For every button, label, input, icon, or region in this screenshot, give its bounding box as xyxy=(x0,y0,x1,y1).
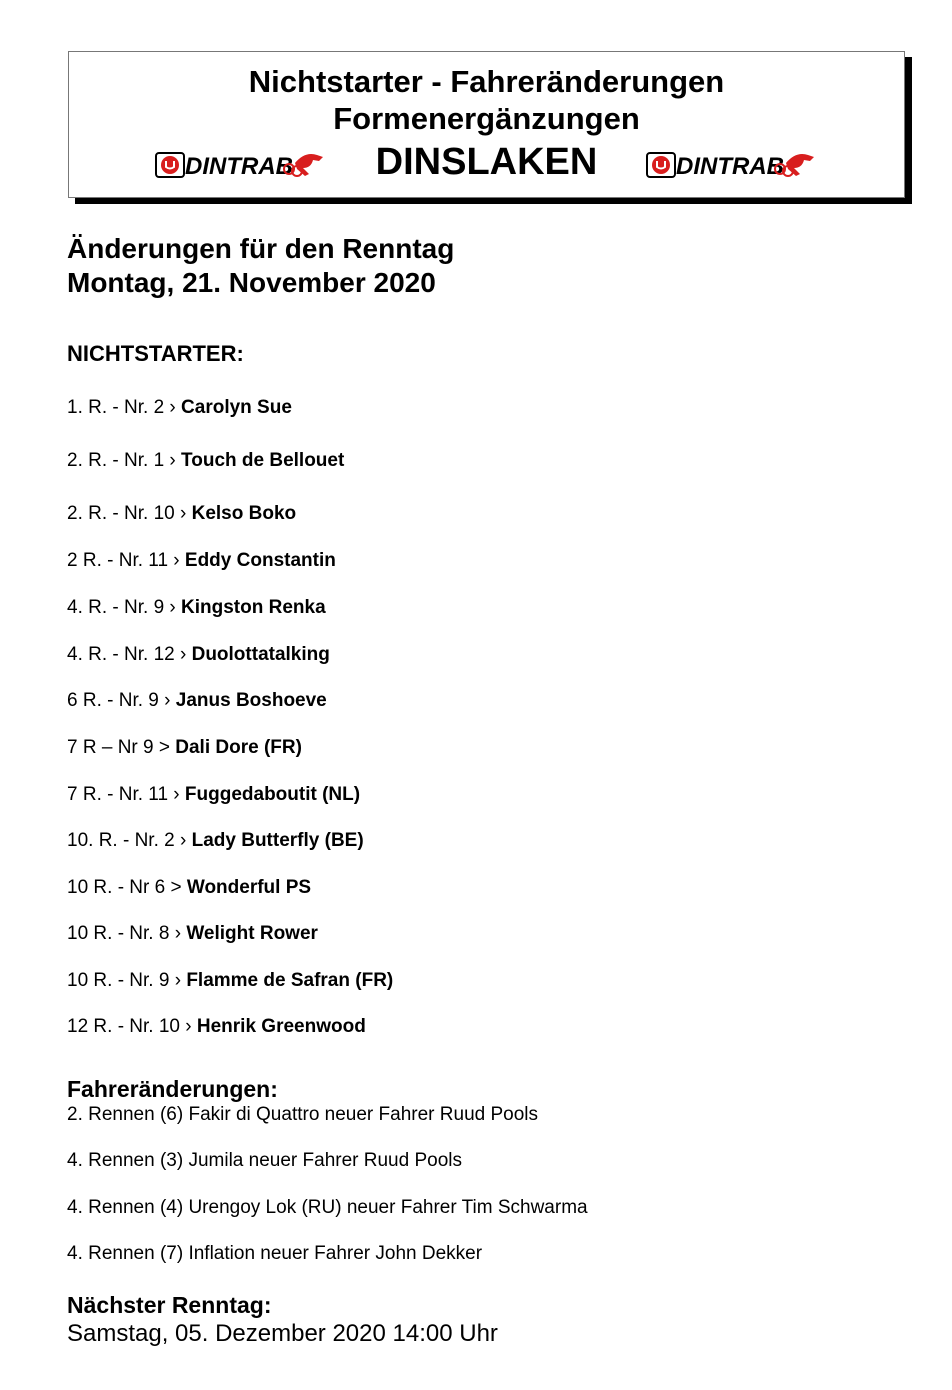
svg-text:DINTRAB: DINTRAB xyxy=(185,153,293,180)
next-race-heading: Nächster Renntag: xyxy=(67,1292,272,1318)
changes-title: Änderungen für den Renntag xyxy=(67,233,455,264)
nichtstarter-item: 6 R. - Nr. 9 › Janus Boshoeve xyxy=(67,690,327,711)
header-title: Nichtstarter - Fahreränderungen xyxy=(248,64,725,99)
fahrer-item: 4. Rennen (3) Jumila neuer Fahrer Ruud Pools xyxy=(67,1150,462,1171)
nichtstarter-item: 4. R. - Nr. 12 › Duolottatalking xyxy=(67,644,330,665)
nichtstarter-item: 2. R. - Nr. 10 › Kelso Boko xyxy=(67,503,297,524)
nichtstarter-item: 10. R. - Nr. 2 › Lady Butterfly (BE) xyxy=(67,830,364,851)
nichtstarter-item: 2 R. - Nr. 11 › Eddy Constantin xyxy=(67,550,336,571)
fahrer-heading: Fahreränderungen: xyxy=(67,1076,278,1102)
next-race-date: Samstag, 05. Dezember 2020 14:00 Uhr xyxy=(67,1320,498,1347)
dintrab-logo-right xyxy=(646,149,816,181)
nichtstarter-item: 7 R – Nr 9 > Dali Dore (FR) xyxy=(67,737,302,758)
nichtstarter-item: 10 R. - Nr 6 > Wonderful PS xyxy=(67,877,312,898)
nichtstarter-item: 12 R. - Nr. 10 › Henrik Greenwood xyxy=(67,1016,366,1037)
header-subtitle: Formenergänzungen xyxy=(333,101,640,136)
nichtstarter-item: 10 R. - Nr. 9 › Flamme de Safran (FR) xyxy=(67,970,394,991)
nichtstarter-item: 10 R. - Nr. 8 › Welight Rower xyxy=(67,923,318,944)
dintrab-logo-left xyxy=(155,149,325,181)
changes-date: Montag, 21. November 2020 xyxy=(67,267,436,298)
fahrer-item: 4. Rennen (7) Inflation neuer Fahrer John Dekker xyxy=(67,1243,483,1264)
nichtstarter-item: 7 R. - Nr. 11 › Fuggedaboutit (NL) xyxy=(67,784,361,805)
header-box xyxy=(68,51,905,198)
header-city: DINSLAKEN xyxy=(375,141,598,183)
nichtstarter-item: 4. R. - Nr. 9 › Kingston Renka xyxy=(67,597,326,618)
fahrer-item: 4. Rennen (4) Urengoy Lok (RU) neuer Fahrer Tim Schwarma xyxy=(67,1197,588,1218)
fahrer-item: 2. Rennen (6) Fakir di Quattro neuer Fahrer Ruud Pools xyxy=(67,1104,539,1125)
nichtstarter-heading: NICHTSTARTER: xyxy=(67,341,244,366)
nichtstarter-item: 1. R. - Nr. 2 › Carolyn Sue xyxy=(67,397,292,418)
svg-text:DINTRAB: DINTRAB xyxy=(676,153,784,180)
nichtstarter-item: 2. R. - Nr. 1 › Touch de Bellouet xyxy=(67,450,345,471)
